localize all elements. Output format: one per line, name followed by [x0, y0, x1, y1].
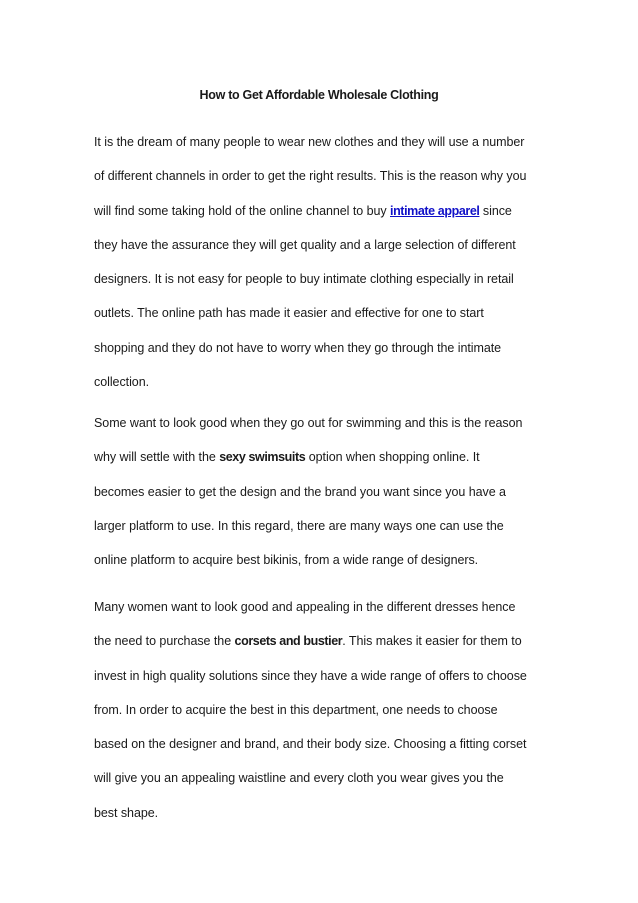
text-line: invest in high quality solutions since they have a wide range of offers to choose [94, 668, 527, 683]
text-span: the need to purchase the [94, 634, 235, 649]
text-span: since [479, 203, 512, 218]
text-line: based on the designer and brand, and their body size. Choosing a fitting corset [94, 737, 527, 752]
text-line: they have the assurance they will get quality and a large selection of different [94, 237, 516, 252]
text-line: best shape. [94, 805, 159, 820]
text-line: It is the dream of many people to wear new clothes and they will use a number [94, 135, 525, 149]
sexy-swimsuits-keyword: sexy swimsuits [219, 450, 306, 465]
text-line: collection. [94, 375, 150, 390]
intimate-apparel-link[interactable]: intimate apparel [390, 203, 480, 218]
text-line [94, 194, 554, 228]
corsets-and-bustier-keyword: corsets and bustier [234, 634, 343, 649]
text-line [94, 440, 554, 474]
text-line [94, 624, 554, 658]
paragraph-1 [94, 125, 554, 399]
text-span: . This makes it easier for them to [342, 634, 522, 649]
text-line: designers. It is not easy for people to buy intimate clothing especially in retail [94, 272, 514, 287]
text-line: larger platform to use. In this regard, there are many ways one can use the [94, 518, 504, 533]
paragraph-2 [94, 406, 554, 577]
text-span: will find some taking hold of the online channel to buy [94, 203, 390, 218]
text-line: shopping and they do not have to worry when they go through the intimate [94, 340, 502, 355]
text-line: online platform to acquire best bikinis, from a wide range of designers. [94, 553, 479, 568]
text-line: Some want to look good when they go out for swimming and this is the reason [94, 416, 523, 430]
text-line: outlets. The online path has made it easier and effective for one to start [94, 306, 484, 321]
text-span: option when shopping online. It [305, 450, 480, 465]
paragraph-3 [94, 590, 554, 830]
text-span: why will settle with the [94, 450, 220, 465]
text-line: Many women want to look good and appealing in the different dresses hence [94, 600, 516, 614]
text-line: of different channels in order to get the right results. This is the reason why you [94, 169, 527, 184]
text-line: from. In order to acquire the best in this department, one needs to choose [94, 702, 498, 717]
text-line: becomes easier to get the design and the brand you want since you have a [94, 484, 506, 499]
document-title: How to Get Affordable Wholesale Clothing [199, 88, 439, 102]
text-line: will give you an appealing waistline and every cloth you wear gives you the [94, 771, 504, 786]
